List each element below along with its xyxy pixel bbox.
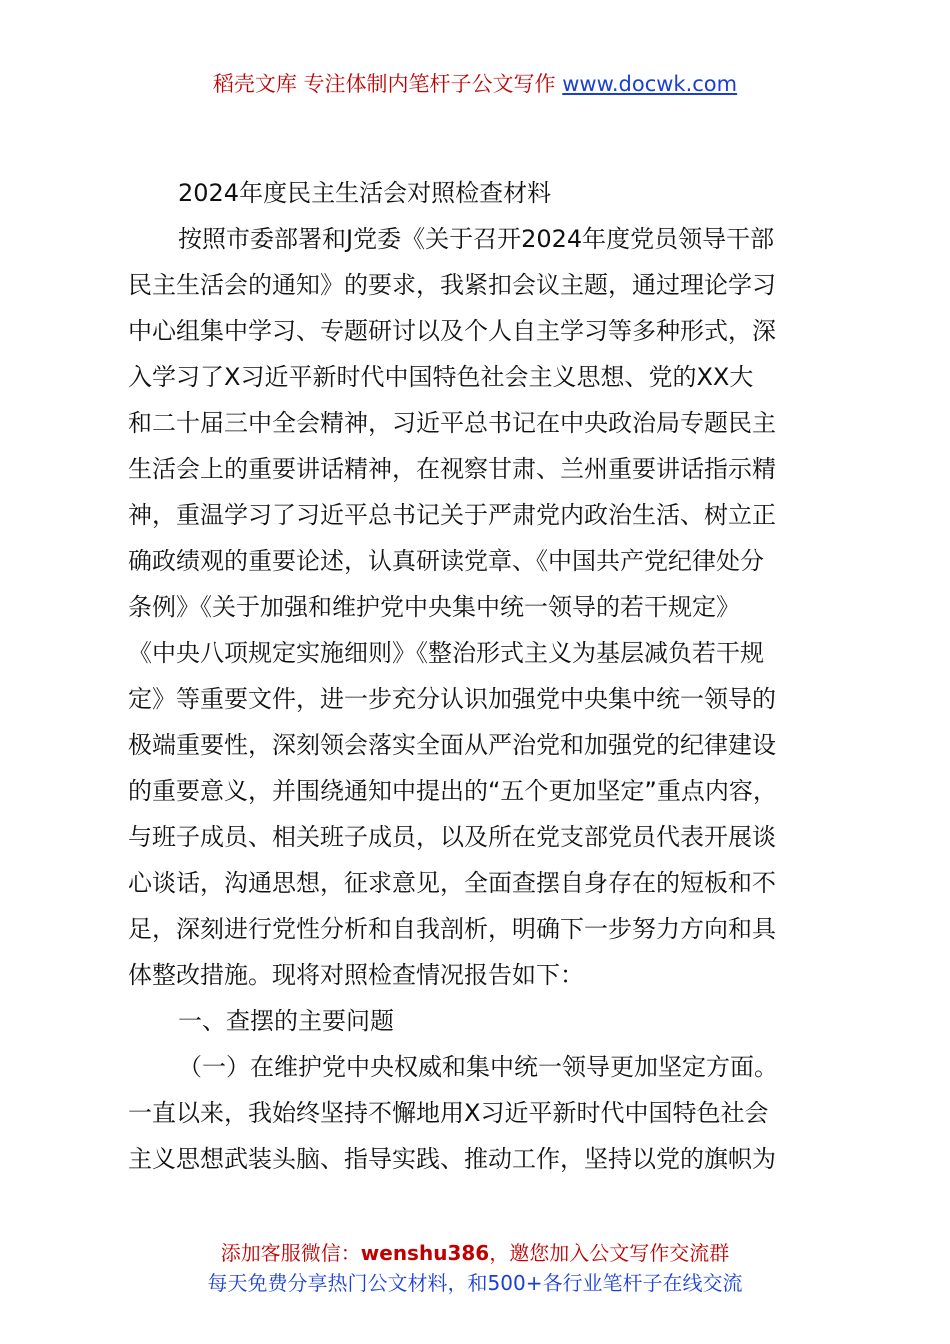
- paragraph-line: 定》等重要文件，进一步充分认识加强党中央集中统一领导的: [128, 685, 776, 713]
- watermark-header: [0, 68, 950, 100]
- section-heading: 一、查摆的主要问题: [178, 1007, 394, 1035]
- watermark-footer: [0, 1238, 950, 1298]
- footer-wechat-suffix: ，邀您加入公文写作交流群: [489, 1241, 730, 1265]
- paragraph-line: 体整改措施。现将对照检查情况报告如下：: [128, 961, 584, 989]
- paragraph-line: 生活会上的重要讲话精神，在视察甘肃、兰州重要讲话指示精: [128, 455, 776, 483]
- paragraph-line: 确政绩观的重要论述，认真研读党章、《中国共产党纪律处分: [128, 547, 764, 575]
- brand-tagline: 稻壳文库 专注体制内笔杆子公文写作: [212, 72, 556, 96]
- site-link[interactable]: www.docwk.com: [562, 72, 738, 96]
- footer-wechat-line: [0, 1238, 950, 1268]
- paragraph-line: 《中央八项规定实施细则》《整治形式主义为基层减负若干规: [128, 639, 764, 667]
- document-body: [128, 170, 828, 1182]
- paragraph-line: 按照市委部署和J党委《关于召开2024年度党员领导干部: [178, 225, 775, 253]
- subsection-heading: （一）在维护党中央权威和集中统一领导更加坚定方面。: [178, 1053, 778, 1081]
- paragraph-line: 和二十届三中全会精神，习近平总书记在中央政治局专题民主: [128, 409, 776, 437]
- paragraph-line: 一直以来，我始终坚持不懈地用X习近平新时代中国特色社会: [128, 1099, 769, 1127]
- paragraph-line: 主义思想武装头脑、指导实践、推动工作，坚持以党的旗帜为: [128, 1145, 776, 1173]
- paragraph-line: 足，深刻进行党性分析和自我剖析，明确下一步努力方向和具: [128, 915, 776, 943]
- wechat-id: wenshu386: [360, 1241, 490, 1265]
- paragraph-line: 的重要意义，并围绕通知中提出的“五个更加坚定”重点内容，: [128, 777, 777, 805]
- footer-promo-line: 每天免费分享热门公文材料，和500+各行业笔杆子在线交流: [207, 1271, 743, 1295]
- paragraph-line: 中心组集中学习、专题研讨以及个人自主学习等多种形式，深: [128, 317, 776, 345]
- paragraph-line: 极端重要性，深刻领会落实全面从严治党和加强党的纪律建设: [128, 731, 776, 759]
- paragraph-line: 入学习了X习近平新时代中国特色社会主义思想、党的XX大: [128, 363, 754, 391]
- paragraph-line: 条例》《关于加强和维护党中央集中统一领导的若干规定》: [128, 593, 740, 621]
- paragraph-line: 与班子成员、相关班子成员，以及所在党支部党员代表开展谈: [128, 823, 776, 851]
- document-title: 2024年度民主生活会对照检查材料: [178, 179, 552, 207]
- footer-wechat-prefix: 添加客服微信：: [220, 1241, 361, 1265]
- paragraph-line: 神，重温学习了习近平总书记关于严肃党内政治生活、树立正: [128, 501, 776, 529]
- paragraph-line: 心谈话，沟通思想，征求意见，全面查摆自身存在的短板和不: [128, 869, 776, 897]
- paragraph-line: 民主生活会的通知》的要求，我紧扣会议主题，通过理论学习: [128, 271, 776, 299]
